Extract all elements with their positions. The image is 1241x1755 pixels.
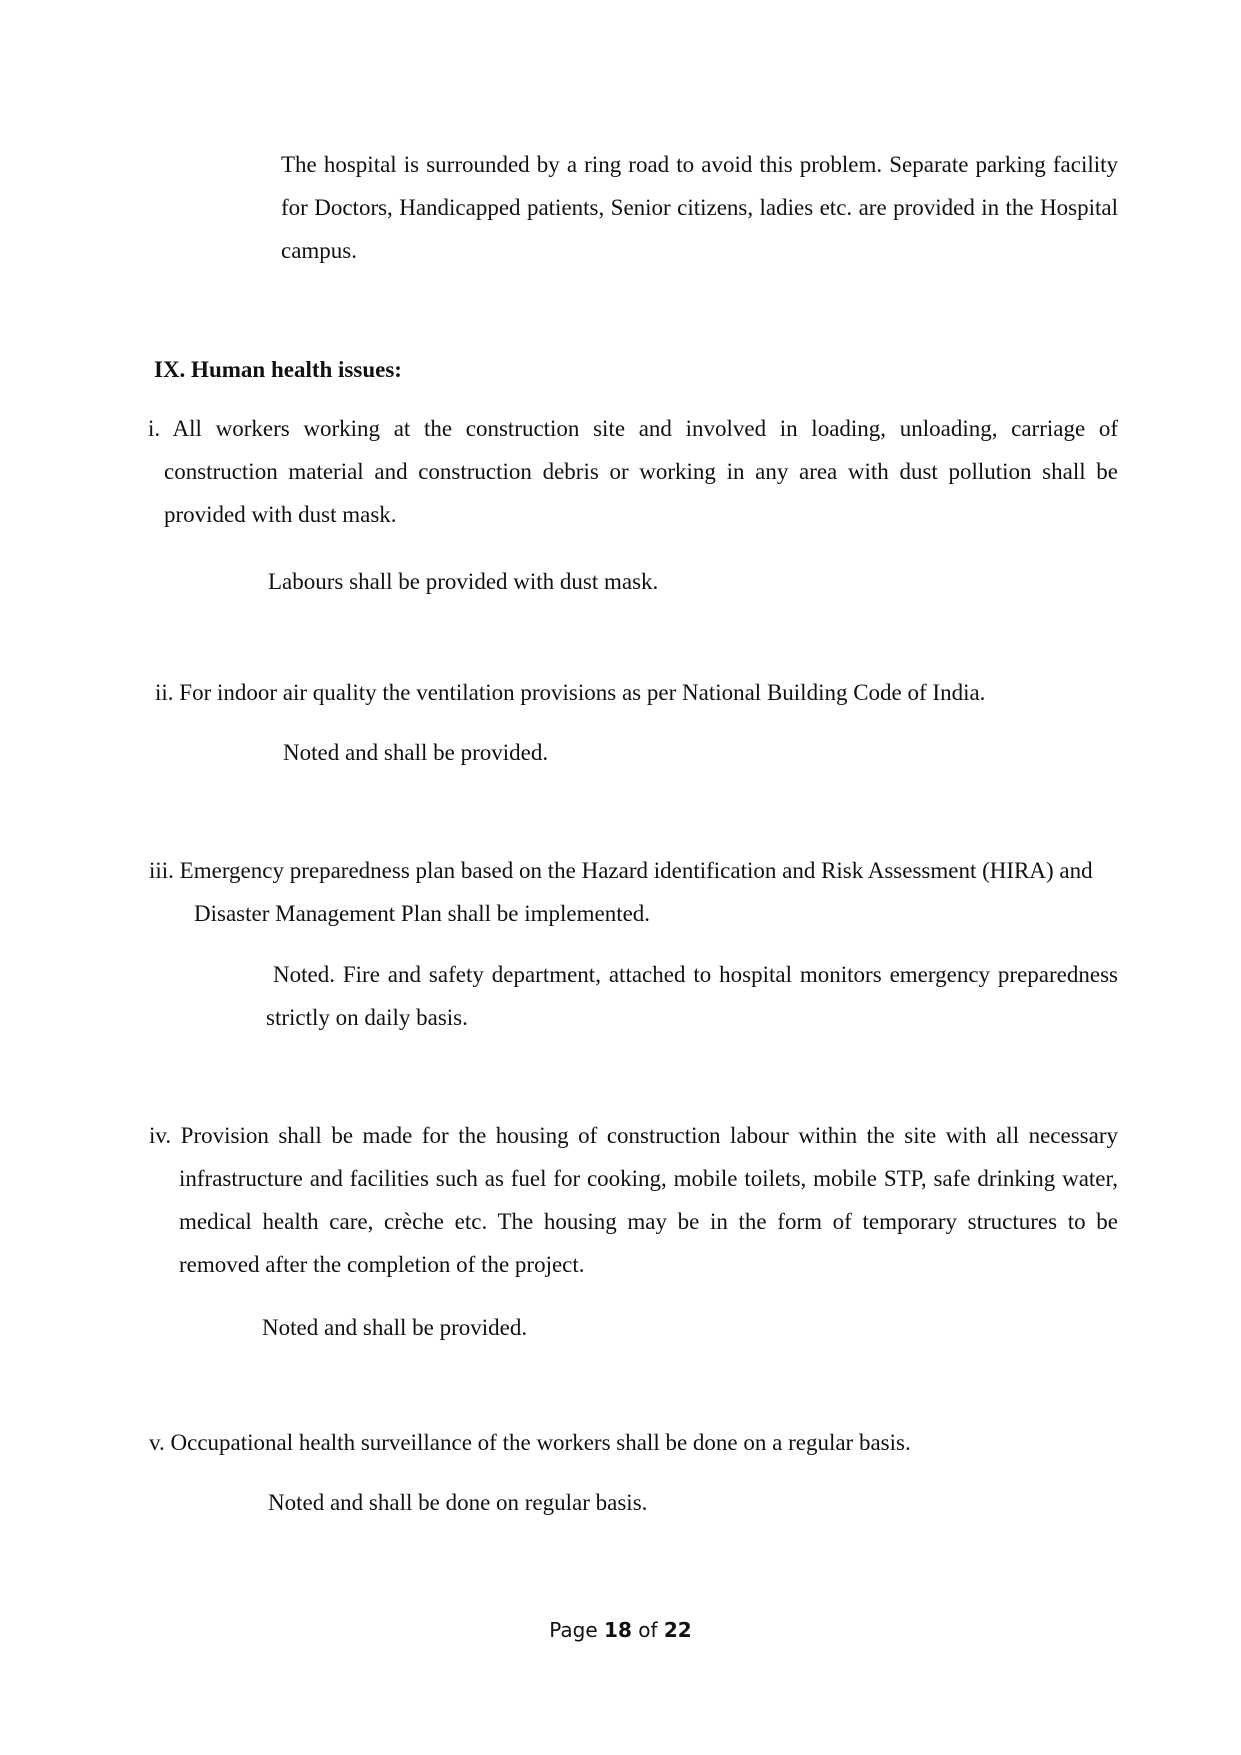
item-4-requirement: iv. Provision shall be made for the housing of construction labour within the site with all necessary infrastructure and facilities such as fuel for cooking, mobile toilets, mobile STP, safe drinking water, medical health care, crèche etc. The housing may be in the form of temporary structures to be removed after the completion of the project. bbox=[149, 1123, 1118, 1277]
item-2-requirement: ii. For indoor air quality the ventilation provisions as per National Building Code of India. bbox=[155, 680, 986, 705]
item-2-response: Noted and shall be provided. bbox=[283, 740, 549, 765]
item-5-requirement: v. Occupational health surveillance of the workers shall be done on a regular basis. bbox=[149, 1430, 911, 1455]
footer-of-word: of bbox=[638, 1618, 658, 1642]
footer-page-word: Page bbox=[549, 1618, 598, 1642]
item-3-response: Noted. Fire and safety department, attached to hospital monitors emergency preparedness strictly on daily basis. bbox=[266, 962, 1118, 1030]
section-heading: IX. Human health issues: bbox=[154, 357, 402, 382]
intro-paragraph: The hospital is surrounded by a ring road to avoid this problem. Separate parking facility for Doctors, Handicapped patients, Senior citizens, ladies etc. are provided in the Hospital campus. bbox=[281, 152, 1118, 263]
footer-current-page: 18 bbox=[604, 1618, 632, 1642]
item-3-requirement: iii. Emergency preparedness plan based on the Hazard identification and Risk Assessment (HIRA) and Disaster Management Plan shall be implemented. bbox=[149, 858, 1093, 926]
item-4-response: Noted and shall be provided. bbox=[262, 1315, 528, 1340]
item-5-response: Noted and shall be done on regular basis. bbox=[268, 1490, 648, 1515]
footer-total-pages: 22 bbox=[663, 1618, 692, 1642]
item-1-requirement: i. All workers working at the construction site and involved in loading, unloading, carriage of construction material and construction debris or working in any area with dust pollution shall be provided with dust mask. bbox=[148, 416, 1118, 527]
page-footer bbox=[0, 1618, 1241, 1642]
item-1-response: Labours shall be provided with dust mask. bbox=[268, 569, 659, 594]
